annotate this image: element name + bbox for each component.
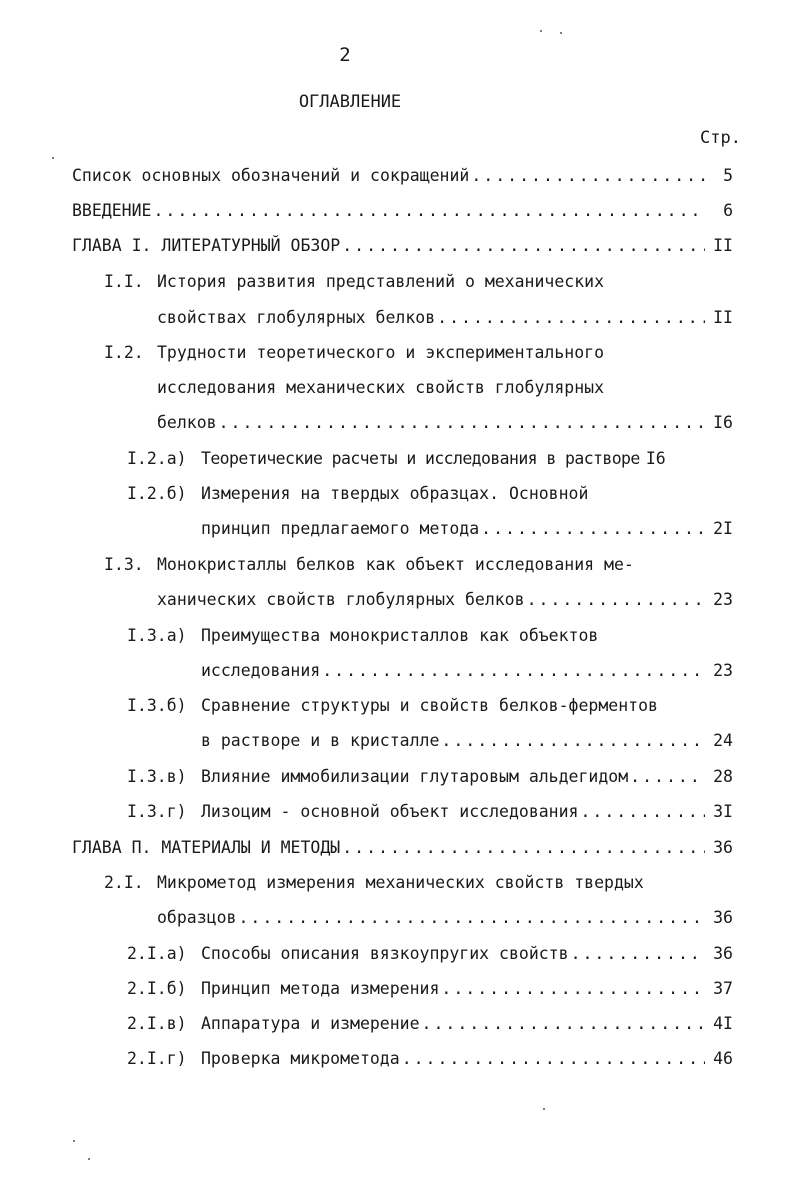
toc-entry-text: Микрометод измерения механических свойств твердых (157, 873, 644, 892)
toc-entry-page: II (713, 308, 733, 327)
toc-entry-text: Влияние иммобилизации глутаровым альдегидом (201, 767, 629, 786)
toc-entry (127, 943, 733, 965)
toc-leader-dots (581, 801, 706, 823)
toc-entry (127, 695, 658, 717)
toc-leader-dots (571, 943, 705, 965)
toc-entry-number: 2.I.г) (127, 1049, 187, 1068)
toc-entry (104, 342, 604, 364)
scan-speck (88, 1158, 90, 1160)
toc-entry-page: 36 (713, 908, 733, 927)
scan-speck (540, 30, 542, 32)
toc-leader-dots (441, 730, 705, 752)
toc-entry-page: 23 (713, 590, 733, 609)
page-title: ОГЛАВЛЕНИЕ (298, 92, 402, 112)
toc-entry-number: I.3.б) (127, 696, 187, 715)
page-column-label: Стр. (700, 128, 741, 148)
toc-entry (201, 518, 733, 540)
toc-entry-text: свойствах глобулярных белков (157, 308, 436, 327)
toc-leader-dots (441, 978, 705, 1000)
toc-entry-text: исследования механических свойств глобулярных (157, 378, 605, 397)
toc-leader-dots (527, 589, 705, 611)
toc-entry-page: 28 (713, 767, 733, 786)
toc-entry (157, 907, 733, 929)
toc-entry (127, 766, 733, 788)
toc-entry-page: I6 (645, 449, 666, 468)
toc-entry-text: История развития представлений о механических (157, 272, 605, 291)
toc-entry (127, 483, 588, 505)
toc-entry-page: 36 (713, 838, 733, 857)
toc-entry (201, 660, 733, 682)
toc-leader-dots (219, 412, 705, 434)
toc-entry-text: Преимущества монокристаллов как объектов (201, 626, 599, 645)
toc-leader-dots (422, 1013, 705, 1035)
toc-entry-text: Сравнение структуры и свойств белков-ферментов (201, 696, 658, 715)
toc-leader-dots (481, 518, 705, 540)
toc-entry-number: I.3.в) (127, 767, 187, 786)
toc-entry-text: ГЛАВА П. МАТЕРИАЛЫ И МЕТОДЫ (72, 838, 341, 857)
toc-entry-page: II (713, 236, 733, 255)
toc-entry-page: 4I (713, 1014, 733, 1033)
toc-entry-number: 2.I. (104, 873, 144, 892)
toc-leader-dots (322, 660, 705, 682)
toc-entry-text: Принцип метода измерения (201, 979, 440, 998)
toc-entry-page: I6 (713, 413, 733, 432)
toc-entry-text: белков (157, 413, 217, 432)
toc-entry (157, 307, 733, 329)
toc-entry (104, 271, 604, 293)
toc-entry-number: I.3.а) (127, 626, 187, 645)
toc-entry-text: Трудности теоретического и экспериментального (157, 343, 605, 362)
toc-leader-dots (471, 165, 705, 187)
toc-entry-page: 23 (713, 661, 733, 680)
toc-entry-number: I.2. (104, 343, 144, 362)
toc-entry-page: 46 (713, 1049, 733, 1068)
toc-entry-text: Проверка микрометода (201, 1049, 400, 1068)
toc-entry (127, 978, 733, 1000)
toc-entry (127, 448, 735, 470)
toc-entry (127, 625, 598, 647)
toc-entry-text: Монокристаллы белков как объект исследования ме- (157, 555, 634, 574)
toc-entry (127, 1013, 733, 1035)
toc-entry (72, 165, 733, 187)
toc-leader-dots (153, 200, 705, 222)
toc-entry (201, 730, 733, 752)
toc-entry-text: Теоретические расчеты и исследования в растворе (201, 449, 640, 468)
toc-entry-text: ханических свойств глобулярных белков (157, 590, 525, 609)
toc-leader-dots (342, 235, 705, 257)
toc-leader-dots (402, 1048, 705, 1070)
scan-speck (52, 157, 54, 159)
toc-entry-number: 2.I.в) (127, 1014, 187, 1033)
toc-entry (127, 1048, 733, 1070)
toc-entry-text: в растворе и в кристалле (201, 731, 440, 750)
toc-entry-text: Список основных обозначений и сокращений (72, 166, 470, 185)
toc-entry-page: 6 (723, 201, 733, 220)
toc-entry (72, 200, 733, 222)
toc-leader-dots (342, 837, 705, 859)
toc-entry-text: Измерения на твердых образцах. Основной (201, 484, 589, 503)
toc-entry (157, 412, 733, 434)
toc-entry-number: 2.I.б) (127, 979, 187, 998)
toc-entry (157, 377, 604, 399)
toc-entry-number: I.I. (104, 272, 144, 291)
toc-entry (127, 801, 733, 823)
toc-entry-number: I.3.г) (127, 802, 187, 821)
toc-entry-text: ГЛАВА I. ЛИТЕРАТУРНЫЙ ОБЗОР (72, 236, 341, 255)
toc-entry-page: 2I (713, 519, 733, 538)
toc-leader-dots (437, 307, 705, 329)
toc-entry-page: 24 (713, 731, 733, 750)
toc-entry-text: принцип предлагаемого метода (201, 519, 480, 538)
toc-entry-text: Аппаратура и измерение (201, 1014, 420, 1033)
toc-entry-page: 5 (723, 166, 733, 185)
toc-entry (104, 872, 644, 894)
scan-speck (73, 1140, 75, 1142)
toc-entry (157, 589, 733, 611)
scan-speck (543, 1108, 545, 1110)
toc-entry-number: I.3. (104, 555, 144, 574)
toc-entry-text: исследования (201, 661, 321, 680)
toc-entry-number: I.2.а) (127, 449, 187, 468)
toc-entry-text: образцов (157, 908, 237, 927)
toc-entry-page: 36 (713, 944, 733, 963)
toc-entry-number: 2.I.а) (127, 944, 187, 963)
toc-leader-dots (238, 907, 705, 929)
toc-entry (72, 837, 733, 859)
toc-entry-text: Лизоцим - основной объект исследования (201, 802, 579, 821)
toc-entry (104, 554, 634, 576)
toc-entry-page: 3I (713, 802, 733, 821)
toc-entry (72, 235, 733, 257)
page-number: 2 (339, 44, 351, 66)
toc-leader-dots (630, 766, 705, 788)
toc-entry-number: I.2.б) (127, 484, 187, 503)
scan-speck (560, 32, 562, 34)
toc-entry-text: Способы описания вязкоупругих свойств (201, 944, 569, 963)
toc-entry-text: ВВЕДЕНИЕ (72, 201, 152, 220)
toc-entry-page: 37 (713, 979, 733, 998)
